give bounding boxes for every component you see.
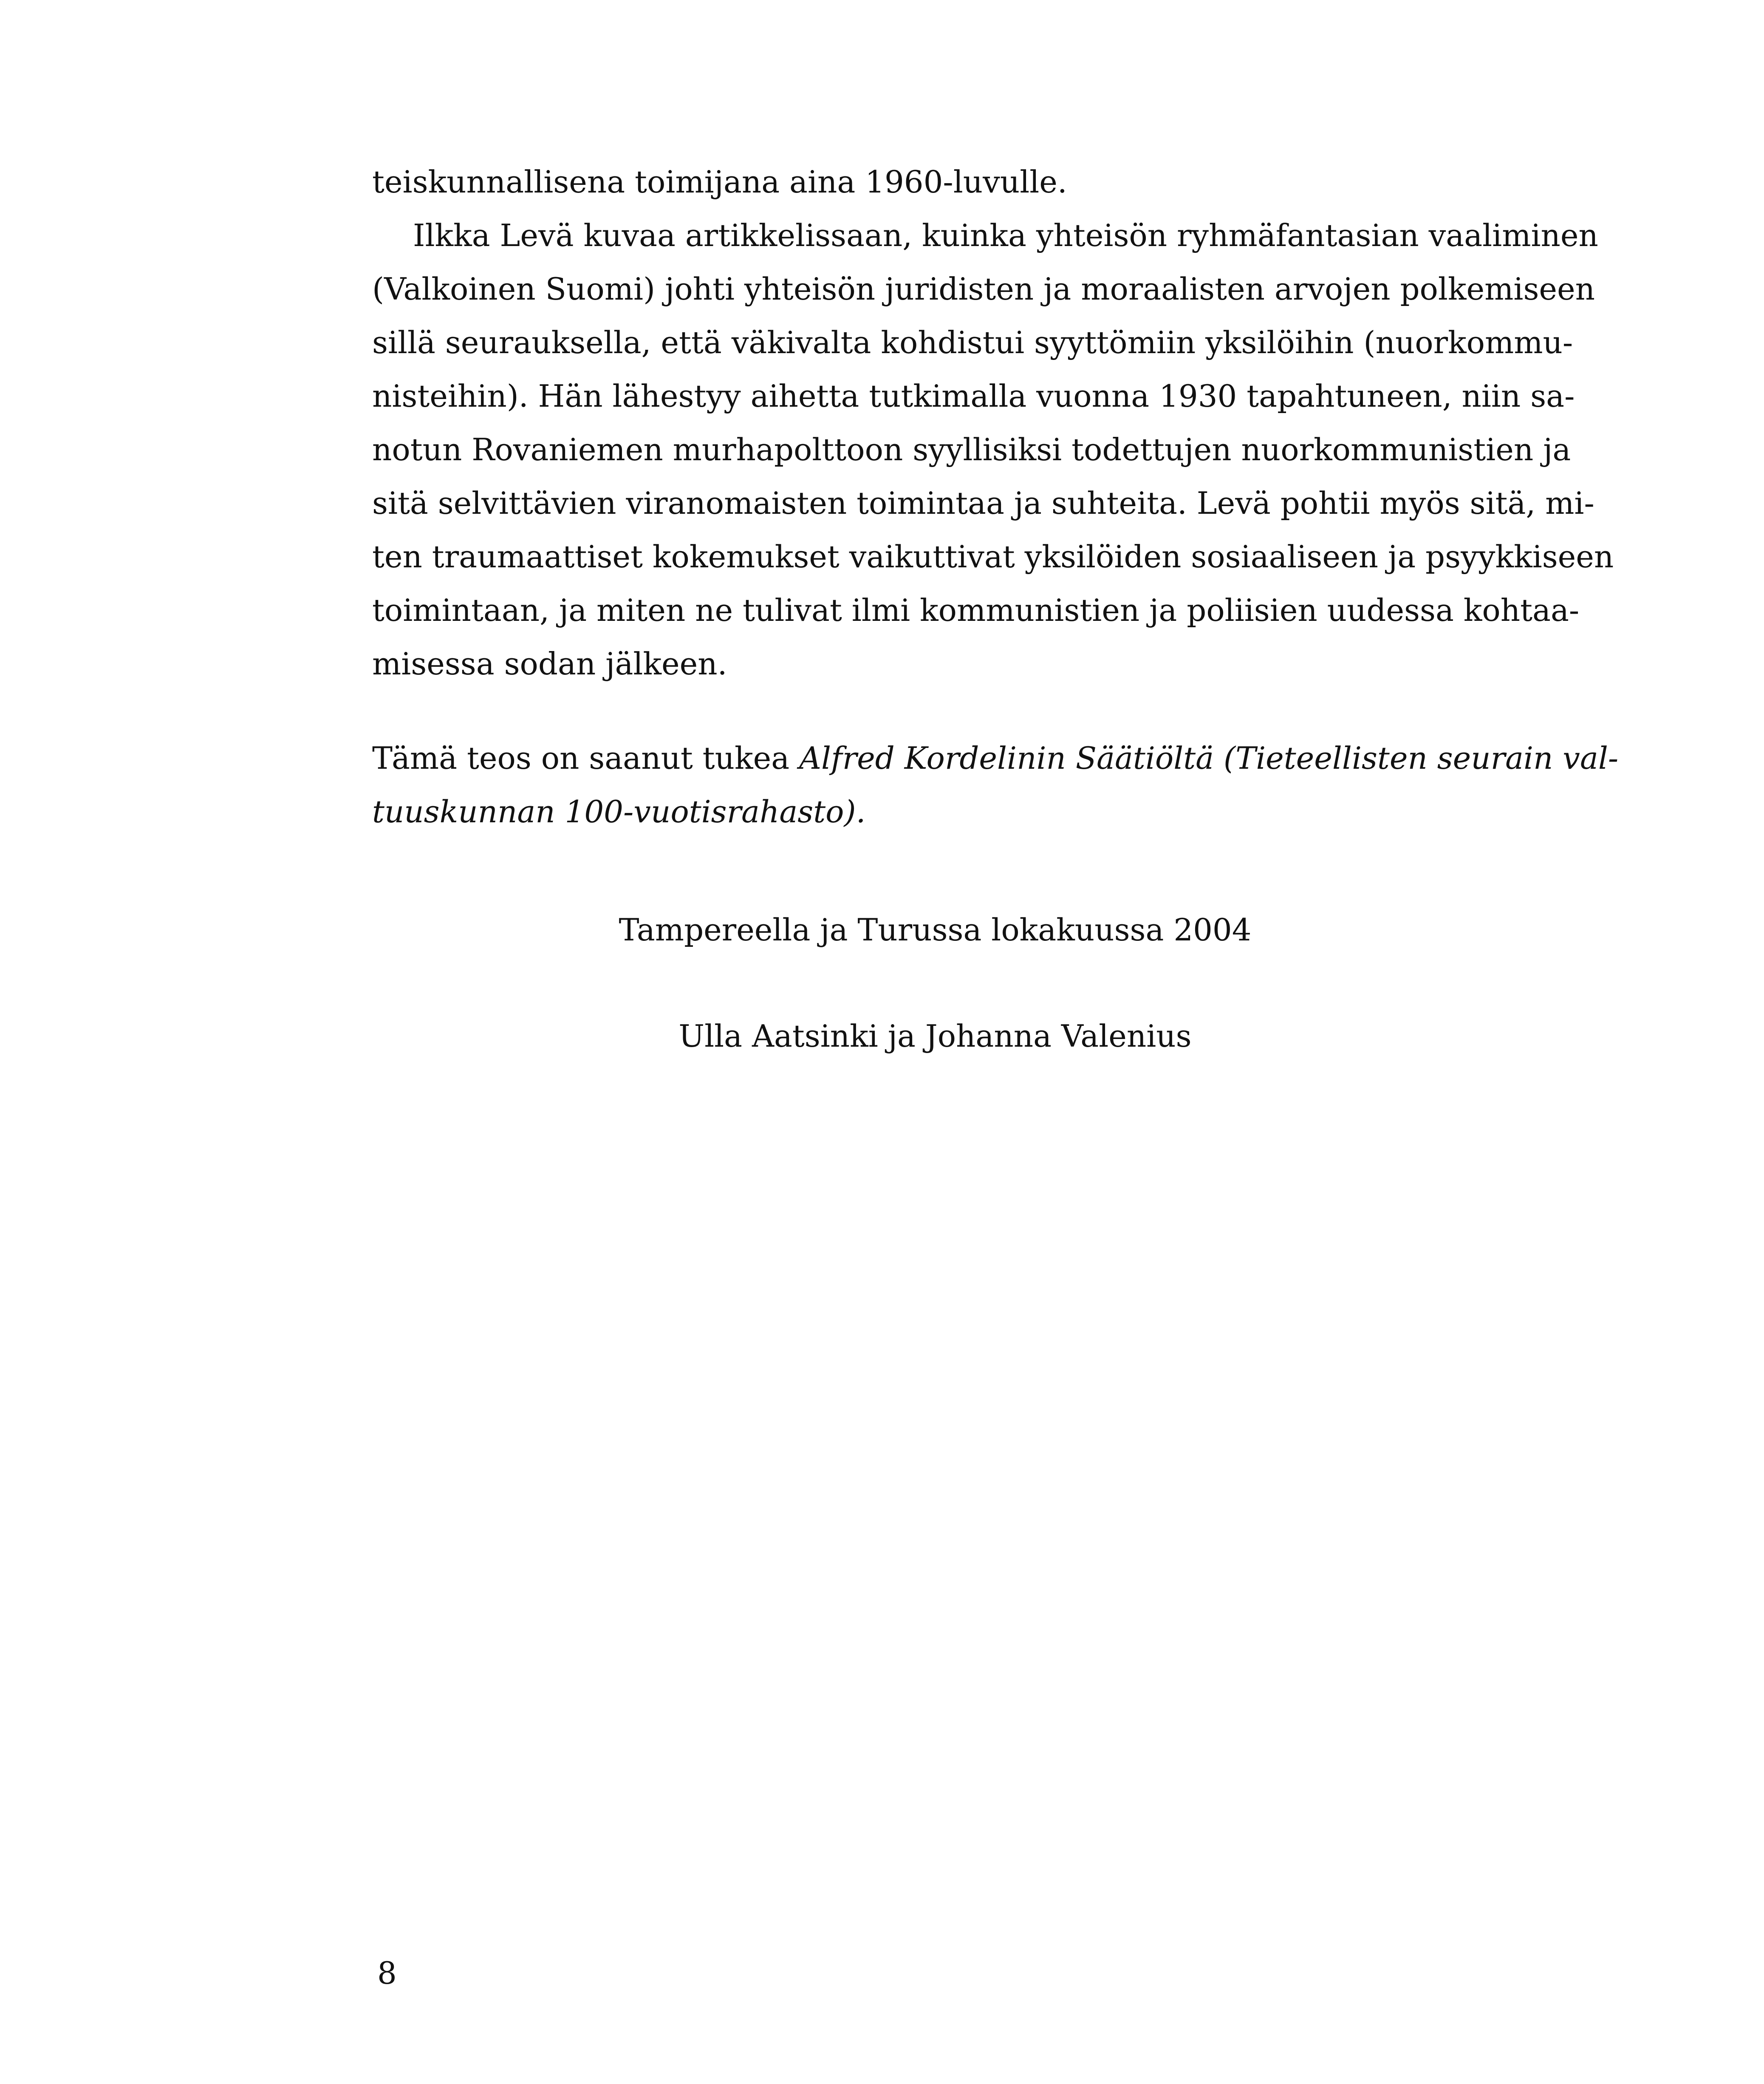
paragraph-line: ten traumaattiset kokemukset vaikuttivat yksilöiden sosiaaliseen ja psyykkiseen [372,539,1614,575]
paragraph-line: toimintaan, ja miten ne tulivat ilmi kommunistien ja poliisien uudessa kohtaa- [372,592,1580,628]
body-text [372,155,1619,838]
paragraph-line: teiskunnallisena toimijana aina 1960-luvulle. [372,164,1067,200]
page-number: 8 [377,1955,397,1991]
support-text: Tämä teos on saanut tukea [372,740,800,776]
paragraph-line: sillä seurauksella, että väkivalta kohdistui syyttömiin yksilöihin (nuorkommu- [372,325,1573,360]
paragraph-line: misessa sodan jälkeen. [372,646,727,682]
paragraph-line: sitä selvittävien viranomaisten toimintaa ja suhteita. Levä pohtii myös sitä, mi- [372,485,1594,521]
foundation-name: Alfred Kordelinin Säätiöltä (Tieteellisten seurain val- [799,740,1619,776]
paragraph-line: (Valkoinen Suomi) johti yhteisön juridisten ja moraalisten arvojen polkemiseen [372,271,1595,307]
signature: Ulla Aatsinki ja Johanna Valenius [678,1018,1192,1054]
paragraph-line: Ilkka Levä kuvaa artikkelissaan, kuinka yhteisön ryhmäfantasian vaaliminen [413,218,1598,253]
dateline: Tampereella ja Turussa lokakuussa 2004 [619,912,1252,948]
paragraph-gap [372,691,1498,731]
paragraph-line: nisteihin). Hän lähestyy aihetta tutkimalla vuonna 1930 tapahtuneen, niin sa- [372,378,1575,414]
support-line [372,731,1619,785]
paragraph-line: notun Rovaniemen murhapolttoon syyllisiksi todettujen nuorkommunistien ja [372,432,1571,467]
support-line: tuuskunnan 100-vuotisrahasto). [372,794,866,830]
